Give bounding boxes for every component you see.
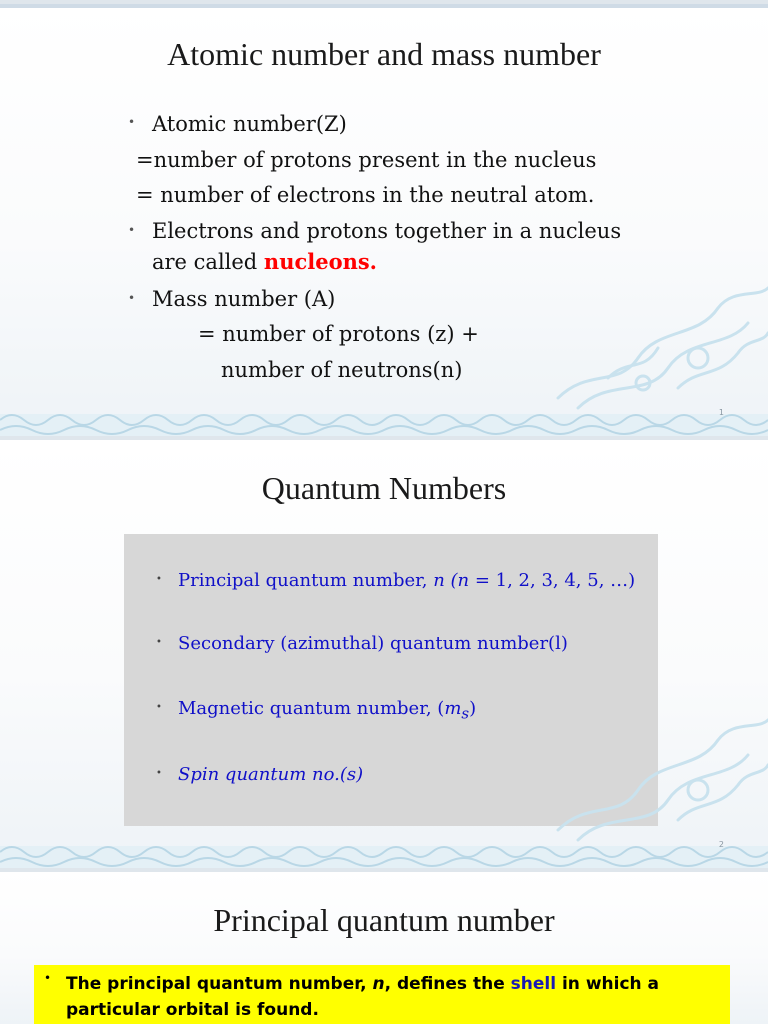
shell-keyword: shell bbox=[510, 974, 557, 994]
nucleons-prefix: are called bbox=[152, 250, 264, 274]
item-spin bbox=[156, 764, 364, 785]
bullet-atomic-number: Atomic number(Z) bbox=[152, 112, 347, 136]
item-magnetic bbox=[156, 698, 477, 723]
slide-3 bbox=[0, 872, 768, 1024]
definition-symbol: n bbox=[372, 974, 385, 994]
bullet-dot: • bbox=[156, 702, 162, 713]
line-mass-neutrons: number of neutrons(n) bbox=[221, 358, 463, 382]
nucleons-highlight: nucleons. bbox=[263, 249, 377, 274]
bullet-dot: • bbox=[128, 115, 136, 129]
definition-part: The principal quantum number, bbox=[66, 974, 373, 994]
principal-definition bbox=[66, 971, 706, 1023]
decorative-waves-icon bbox=[0, 836, 768, 868]
magnetic-subscript: s bbox=[461, 704, 470, 723]
item-principal bbox=[156, 570, 636, 591]
bullet-mass-number: Mass number (A) bbox=[152, 287, 336, 311]
bullet-dot: • bbox=[44, 971, 52, 985]
bullet-dot: • bbox=[128, 223, 136, 237]
bullet-dot: • bbox=[156, 574, 162, 585]
principal-values: = 1, 2, 3, 4, 5, …) bbox=[469, 570, 636, 591]
bullet-dot: • bbox=[156, 768, 162, 779]
bullet-nucleons: Electrons and protons together in a nucleus bbox=[152, 219, 622, 243]
item-secondary bbox=[156, 633, 568, 654]
page-number: 2 bbox=[718, 840, 724, 849]
secondary-label: Secondary (azimuthal) quantum number(l) bbox=[178, 633, 568, 654]
slide-title: Quantum Numbers bbox=[261, 470, 507, 506]
slide-title: Atomic number and mass number bbox=[167, 36, 601, 72]
principal-symbol: n (n bbox=[433, 570, 470, 591]
page-number: 1 bbox=[718, 408, 724, 417]
definition-part: in which a bbox=[556, 974, 660, 994]
spin-label: Spin quantum no.(s) bbox=[178, 764, 364, 785]
line-electrons: = number of electrons in the neutral atom. bbox=[136, 183, 595, 207]
bullet-dot: • bbox=[156, 637, 162, 648]
magnetic-label: Magnetic quantum number, ( bbox=[178, 698, 445, 719]
definition-part: , defines the bbox=[384, 974, 511, 994]
magnetic-close: ) bbox=[469, 698, 477, 719]
bullet-dot: • bbox=[128, 291, 136, 305]
definition-line-2: particular orbital is found. bbox=[66, 1000, 319, 1020]
slide-title: Principal quantum number bbox=[213, 902, 555, 938]
line-mass-protons: = number of protons (z) + bbox=[198, 322, 479, 346]
highlight-box bbox=[34, 965, 730, 1024]
line-protons: =number of protons present in the nucleus bbox=[136, 148, 597, 172]
principal-label: Principal quantum number, bbox=[178, 570, 434, 591]
magnetic-symbol: m bbox=[444, 698, 462, 719]
slide-1 bbox=[0, 4, 768, 436]
decorative-swirl-icon bbox=[548, 710, 768, 850]
slide-2 bbox=[0, 440, 768, 868]
line-nucleons bbox=[152, 248, 377, 276]
slide-top-band bbox=[0, 4, 768, 8]
decorative-waves-icon bbox=[0, 404, 768, 436]
decorative-swirl-icon bbox=[548, 278, 768, 418]
